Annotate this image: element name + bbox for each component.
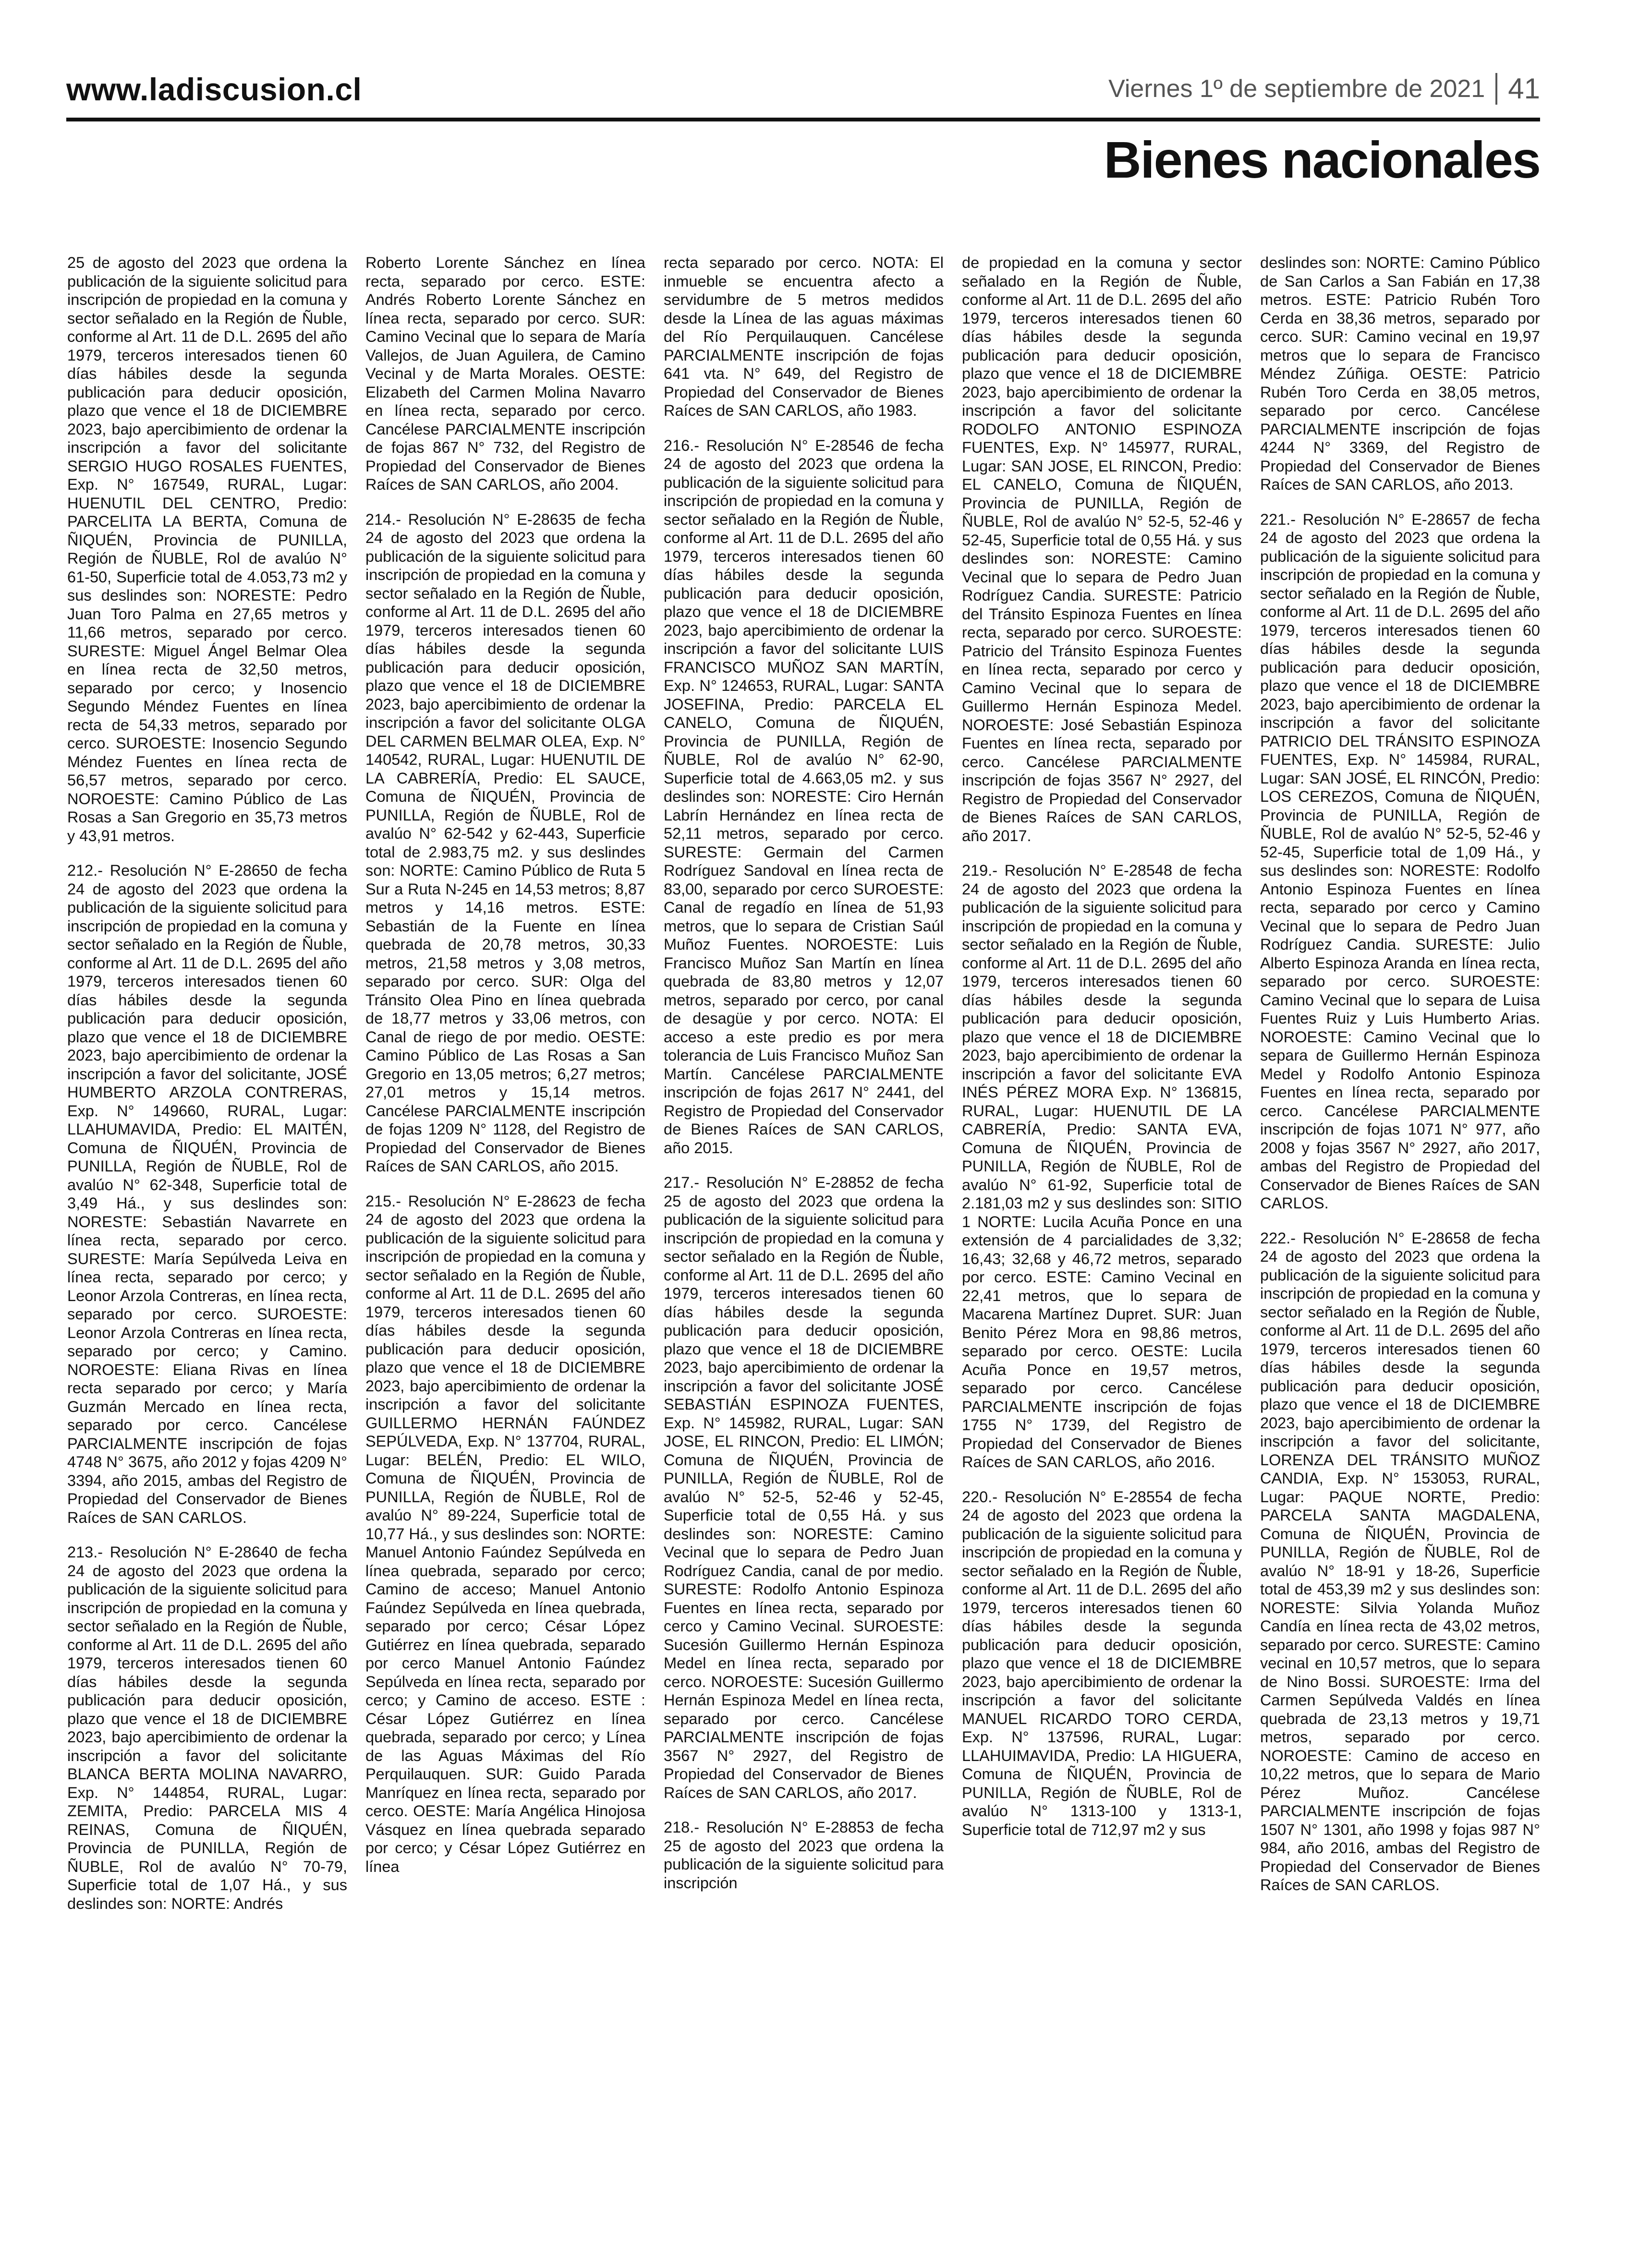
notice-paragraph: 215.- Resolución N° E-28623 de fecha 24 de agosto del 2023 que ordena la publicación de la siguiente solicitud para inscripción de propiedad en la comuna y sector señalado en la Región de Ñuble, conforme al Art. 11 de D.L. 2695 del año 1979, terceros interesados tienen 60 días hábiles desde la segunda publicación para deducir oposición, plazo que vence el 18 de DICIEMBRE 2023, bajo apercibimiento de ordenar la inscripción a favor del solicitante GUILLERMO HERNÁN FAÚNDEZ SEPÚLVEDA, Exp. N° 137704, RURAL, Lugar: BELÉN, Predio: EL WILO, Comuna de ÑIQUÉN, Provincia de PUNILLA, Región de ÑUBLE, Rol de avalúo N° 89-224, Superficie total de 10,77 Há., y sus deslindes son: NORTE: Manuel Antonio Faúndez Sepúlveda en línea quebrada, separado por cerco; Camino de acceso; Manuel Antonio Faúndez Sepúlveda en línea quebrada, separado por cerco; César López Gutiérrez en línea quebrada, separado por cerco Manuel Antonio Faúndez Sepúlveda en línea recta, separado por cerco; y Camino de acceso. ESTE : César López Gutiérrez en línea quebrada, separado por cerco; y Línea de las Aguas Máximas del Río Perquilauquen. SUR: Guido Parada Manríquez en línea recta, separado por cerco. OESTE: María Angélica Hinojosa Vásquez en línea quebrada separado por cerco; y César López Gutiérrez en línea <box>365 1192 645 1875</box>
notice-paragraph: recta separado por cerco. NOTA: El inmueble se encuentra afecto a servidumbre de 5 metros medidos desde la Línea de las aguas máximas del Río Perquilauquen. Cancélese PARCIALMENTE inscripción de fojas 641 vta. N° 649, del Registro de Propiedad del Conservador de Bienes Raíces de SAN CARLOS, año 1983. <box>664 254 944 419</box>
notice-paragraph: 221.- Resolución N° E-28657 de fecha 24 de agosto del 2023 que ordena la publicación de la siguiente solicitud para inscripción de propiedad en la comuna y sector señalado en la Región de Ñuble, conforme al Art. 11 de D.L. 2695 del año 1979, terceros interesados tienen 60 días hábiles desde la segunda publicación para deducir oposición, plazo que vence el 18 de DICIEMBRE 2023, bajo apercibimiento de ordenar la inscripción a favor del solicitante PATRICIO DEL TRÁNSITO ESPINOZA FUENTES, Exp. N° 145984, RURAL, Lugar: SAN JOSÉ, EL RINCÓN, Predio: LOS CEREZOS, Comuna de ÑIQUÉN, Provincia de PUNILLA, Región de ÑUBLE, Rol de avalúo N° 52-5, 52-46 y 52-45, Superficie total de 1,09 Há., y sus deslindes son: NORESTE: Rodolfo Antonio Espinoza Fuentes en línea recta, separado por cerco y Camino Vecinal que lo separa de Pedro Juan Rodríguez Candia. SURESTE: Julio Alberto Espinoza Aranda en línea recta, separado por cerco. SUROESTE: Camino Vecinal que lo separa de Luisa Fuentes Ruiz y Luis Humberto Arias. NOROESTE: Camino Vecinal que lo separa de Guillermo Hernán Espinoza Medel y Rodolfo Antonio Espinoza Fuentes en línea recta, separado por cerco. Cancélese PARCIALMENTE inscripción de fojas 1071 N° 977, año 2008 y fojas 3567 N° 2927, año 2017, ambas del Registro de Propiedad del Conservador de Bienes Raíces de SAN CARLOS. <box>1260 510 1540 1212</box>
notice-paragraph: Roberto Lorente Sánchez en línea recta, separado por cerco. ESTE: Andrés Roberto Lorente Sánchez en línea recta, separado por cerco. SUR: Camino Vecinal que lo separa de María Vallejos, de Juan Aguilera, de Camino Vecinal y de Marta Morales. OESTE: Elizabeth del Carmen Molina Navarro en línea recta, separado por cerco. Cancélese PARCIALMENTE inscripción de fojas 867 N° 732, del Registro de Propiedad del Conservador de Bienes Raíces de SAN CARLOS, año 2004. <box>365 254 645 493</box>
column-2 <box>365 253 645 2222</box>
header-rule <box>66 118 1540 121</box>
issue-date: Viernes 1º de septiembre de 2021 <box>1108 74 1485 103</box>
header-divider <box>1495 73 1497 105</box>
notice-paragraph: 218.- Resolución N° E-28853 de fecha 25 de agosto del 2023 que ordena la publicación de la siguiente solicitud para inscripción <box>664 1819 944 1892</box>
column-1 <box>67 253 347 2222</box>
site-url: www.ladiscusion.cl <box>66 72 362 107</box>
column-5 <box>1260 253 1540 2222</box>
notice-paragraph: 220.- Resolución N° E-28554 de fecha 24 de agosto del 2023 que ordena la publicación de la siguiente solicitud para inscripción de propiedad en la comuna y sector señalado en la Región de Ñuble, conforme al Art. 11 de D.L. 2695 del año 1979, terceros interesados tienen 60 días hábiles desde la segunda publicación para deducir oposición, plazo que vence el 18 de DICIEMBRE 2023, bajo apercibimiento de ordenar la inscripción a favor del solicitante MANUEL RICARDO TORO CERDA, Exp. N° 137596, RURAL, Lugar: LLAHUIMAVIDA, Predio: LA HIGUERA, Comuna de ÑIQUÉN, Provincia de PUNILLA, Región de ÑUBLE, Rol de avalúo N° 1313-100 y 1313-1, Superficie total de 712,97 m2 y sus <box>962 1488 1242 1838</box>
notice-paragraph: 213.- Resolución N° E-28640 de fecha 24 de agosto del 2023 que ordena la publicación de la siguiente solicitud para inscripción de propiedad en la comuna y sector señalado en la Región de Ñuble, conforme al Art. 11 de D.L. 2695 del año 1979, terceros interesados tienen 60 días hábiles desde la segunda publicación para deducir oposición, plazo que vence el 18 de DICIEMBRE 2023, bajo apercibimiento de ordenar la inscripción a favor del solicitante BLANCA BERTA MOLINA NAVARRO, Exp. N° 144854, RURAL, Lugar: ZEMITA, Predio: PARCELA MIS 4 REINAS, Comuna de ÑIQUÉN, Provincia de PUNILLA, Región de ÑUBLE, Rol de avalúo N° 70-79, Superficie total de 1,07 Há., y sus deslindes son: NORTE: Andrés <box>67 1544 347 1912</box>
notice-paragraph: 25 de agosto del 2023 que ordena la publicación de la siguiente solicitud para inscripción de propiedad en la comuna y sector señalado en la Región de Ñuble, conforme al Art. 11 de D.L. 2695 del año 1979, terceros interesados tienen 60 días hábiles desde la segunda publicación para deducir oposición, plazo que vence el 18 de DICIEMBRE 2023, bajo apercibimiento de ordenar la inscripción a favor del solicitante SERGIO HUGO ROSALES FUENTES, Exp. N° 167549, RURAL, Lugar: HUENUTIL DEL CENTRO, Predio: PARCELITA LA BERTA, Comuna de ÑIQUÉN, Provincia de PUNILLA, Región de ÑUBLE, Rol de avalúo N° 61-50, Superficie total de 4.053,73 m2 y sus deslindes son: NORESTE: Pedro Juan Toro Palma en 27,65 metros y 11,66 metros, separado por cerco. SURESTE: Miguel Ángel Belmar Olea en línea recta de 32,50 metros, separado por cerco; y Inosencio Segundo Méndez Fuentes en línea recta de 54,33 metros, separado por cerco. SUROESTE: Inosencio Segundo Méndez Fuentes en línea recta de 56,57 metros, separado por cerco. NOROESTE: Camino Público de Las Rosas a San Gregorio en 35,73 metros y 43,91 metros. <box>67 254 347 844</box>
page-header-info <box>1108 72 1540 105</box>
notice-paragraph: de propiedad en la comuna y sector señalado en la Región de Ñuble, conforme al Art. 11 de D.L. 2695 del año 1979, terceros interesados tienen 60 días hábiles desde la segunda publicación para deducir oposición, plazo que vence el 18 de DICIEMBRE 2023, bajo apercibimiento de ordenar la inscripción a favor del solicitante RODOLFO ANTONIO ESPINOZA FUENTES, Exp. N° 145977, RURAL, Lugar: SAN JOSE, EL RINCON, Predio: EL CANELO, Comuna de ÑIQUÉN, Provincia de PUNILLA, Región de ÑUBLE, Rol de avalúo N° 52-5, 52-46 y 52-45, Superficie total de 0,55 Há. y sus deslindes son: NORESTE: Camino Vecinal que lo separa de Pedro Juan Rodríguez Candia. SURESTE: Patricio del Tránsito Espinoza Fuentes en línea recta, separado por cerco. SUROESTE: Patricio del Tránsito Espinoza Fuentes en línea recta, separado por cerco y Camino Vecinal que lo separa de Guillermo Hernán Espinoza Medel. NOROESTE: José Sebastián Espinoza Fuentes en línea recta, separado por cerco. Cancélese PARCIALMENTE inscripción de fojas 3567 N° 2927, del Registro de Propiedad del Conservador de Bienes Raíces de SAN CARLOS, año 2017. <box>962 254 1242 844</box>
notice-columns <box>67 253 1540 2222</box>
column-4 <box>962 253 1242 2222</box>
notice-paragraph: 222.- Resolución N° E-28658 de fecha 24 de agosto del 2023 que ordena la publicación de la siguiente solicitud para inscripción de propiedad en la comuna y sector señalado en la Región de Ñuble, conforme al Art. 11 de D.L. 2695 del año 1979, terceros interesados tienen 60 días hábiles desde la segunda publicación para deducir oposición, plazo que vence el 18 de DICIEMBRE 2023, bajo apercibimiento de ordenar la inscripción a favor del solicitante, LORENZA DEL TRÁNSITO MUÑOZ CANDIA, Exp. N° 153053, RURAL, Lugar: PAQUE NORTE, Predio: PARCELA SANTA MAGDALENA, Comuna de ÑIQUÉN, Provincia de PUNILLA, Región de ÑUBLE, Rol de avalúo N° 18-91 y 18-26, Superficie total de 453,39 m2 y sus deslindes son: NORESTE: Silvia Yolanda Muñoz Candía en línea recta de 43,02 metros, separado por cerco. SURESTE: Camino vecinal en 10,57 metros, que lo separa de Nino Bossi. SUROESTE: Irma del Carmen Sepúlveda Valdés en línea quebrada de 23,13 metros y 19,71 metros, separado por cerco. NOROESTE: Camino de acceso en 10,22 metros, que lo separa de Mario Pérez Muñoz. Cancélese PARCIALMENTE inscripción de fojas 1507 N° 1301, año 1998 y fojas 987 N° 984, año 2016, ambas del Registro de Propiedad del Conservador de Bienes Raíces de SAN CARLOS. <box>1260 1229 1540 1894</box>
notice-paragraph: 212.- Resolución N° E-28650 de fecha 24 de agosto del 2023 que ordena la publicación de la siguiente solicitud para inscripción de propiedad en la comuna y sector señalado en la Región de Ñuble, conforme al Art. 11 de D.L. 2695 del año 1979, terceros interesados tienen 60 días hábiles desde la segunda publicación para deducir oposición, plazo que vence el 18 de DICIEMBRE 2023, bajo apercibimiento de ordenar la inscripción a favor del solicitante, JOSÉ HUMBERTO ARZOLA CONTRERAS, Exp. N° 149660, RURAL, Lugar: LLAHUMAVIDA, Predio: EL MAITÉN, Comuna de ÑIQUÉN, Provincia de PUNILLA, Región de ÑUBLE, Rol de avalúo N° 62-348, Superficie total de 3,49 Há., y sus deslindes son: NORESTE: Sebastián Navarrete en línea recta, separado por cerco. SURESTE: María Sepúlveda Leiva en línea recta, separado por cerco; y Leonor Arzola Contreras, en línea recta, separado por cerco. SUROESTE: Leonor Arzola Contreras en línea recta, separado por cerco; y Camino. NOROESTE: Eliana Rivas en línea recta separado por cerco; y María Guzmán Mercado en línea recta, separado por cerco. Cancélese PARCIALMENTE inscripción de fojas 4748 N° 3675, año 2012 y fojas 4209 N° 3394, año 2015, ambas del Registro de Propiedad del Conservador de Bienes Raíces de SAN CARLOS. <box>67 862 347 1526</box>
column-3 <box>664 253 944 2222</box>
notice-paragraph: 219.- Resolución N° E-28548 de fecha 24 de agosto del 2023 que ordena la publicación de la siguiente solicitud para inscripción de propiedad en la comuna y sector señalado en la Región de Ñuble, conforme al Art. 11 de D.L. 2695 del año 1979, terceros interesados tienen 60 días hábiles desde la segunda publicación para deducir oposición, plazo que vence el 18 de DICIEMBRE 2023, bajo apercibimiento de ordenar la inscripción a favor del solicitante EVA INÉS PÉREZ MORA Exp. N° 136815, RURAL, Lugar: HUENUTIL DE LA CABRERÍA, Predio: SANTA EVA, Comuna de ÑIQUÉN, Provincia de PUNILLA, Región de ÑUBLE, Rol de avalúo N° 61-92, Superficie total de 2.181,03 m2 y sus deslindes son: SITIO 1 NORTE: Lucila Acuña Ponce en una extensión de 4 parcialidades de 3,32; 16,43; 32,68 y 46,72 metros, separado por cerco. ESTE: Camino Vecinal en 22,41 metros, que lo separa de Macarena Martínez Dupret. SUR: Juan Benito Pérez Mora en 98,86 metros, separado por cerco. OESTE: Lucila Acuña Ponce en 19,57 metros, separado por cerco. Cancélese PARCIALMENTE inscripción de fojas 1755 N° 1739, del Registro de Propiedad del Conservador de Bienes Raíces de SAN CARLOS, año 2016. <box>962 862 1242 1471</box>
notice-paragraph: deslindes son: NORTE: Camino Público de San Carlos a San Fabián en 17,38 metros. ESTE: Patricio Rubén Toro Cerda en 38,36 metros, separado por cerco. SUR: Camino vecinal en 19,97 metros que lo separa de Francisco Méndez Zúñiga. OESTE: Patricio Rubén Toro Cerda en 38,05 metros, separado por cerco. Cancélese PARCIALMENTE inscripción de fojas 4244 N° 3369, del Registro de Propiedad del Conservador de Bienes Raíces de SAN CARLOS, año 2013. <box>1260 254 1540 493</box>
notice-paragraph: 217.- Resolución N° E-28852 de fecha 25 de agosto del 2023 que ordena la publicación de la siguiente solicitud para inscripción de propiedad en la comuna y sector señalado en la Región de Ñuble, conforme al Art. 11 de D.L. 2695 del año 1979, terceros interesados tienen 60 días hábiles desde la segunda publicación para deducir oposición, plazo que vence el 18 de DICIEMBRE 2023, bajo apercibimiento de ordenar la inscripción a favor del solicitante JOSÉ SEBASTIÁN ESPINOZA FUENTES, Exp. N° 145982, RURAL, Lugar: SAN JOSE, EL RINCON, Predio: EL LIMÓN; Comuna de ÑIQUÉN, Provincia de PUNILLA, Región de ÑUBLE, Rol de avalúo N° 52-5, 52-46 y 52-45, Superficie total de 0,55 Há. y sus deslindes son: NORESTE: Camino Vecinal que lo separa de Pedro Juan Rodríguez Candia, canal de por medio. SURESTE: Rodolfo Antonio Espinoza Fuentes en línea recta, separado por cerco y Camino Vecinal. SUROESTE: Sucesión Guillermo Hernán Espinoza Medel en línea recta, separado por cerco. NOROESTE: Sucesión Guillermo Hernán Espinoza Medel en línea recta, separado por cerco. Cancélese PARCIALMENTE inscripción de fojas 3567 N° 2927, del Registro de Propiedad del Conservador de Bienes Raíces de SAN CARLOS, año 2017. <box>664 1174 944 1801</box>
section-title: Bienes nacionales <box>1104 131 1540 189</box>
notice-paragraph: 216.- Resolución N° E-28546 de fecha 24 de agosto del 2023 que ordena la publicación de la siguiente solicitud para inscripción de propiedad en la comuna y sector señalado en la Región de Ñuble, conforme al Art. 11 de D.L. 2695 del año 1979, terceros interesados tienen 60 días hábiles desde la segunda publicación para deducir oposición, plazo que vence el 18 de DICIEMBRE 2023, bajo apercibimiento de ordenar la inscripción a favor del solicitante LUIS FRANCISCO MUÑOZ SAN MARTÍN, Exp. N° 124653, RURAL, Lugar: SANTA JOSEFINA, Predio: PARCELA EL CANELO, Comuna de ÑIQUÉN, Provincia de PUNILLA, Región de ÑUBLE, Rol de avalúo N° 62-90, Superficie total de 4.663,05 m2. y sus deslindes son: NORESTE: Ciro Hernán Labrín Hernández en línea recta de 52,11 metros, separado por cerco. SURESTE: Germain del Carmen Rodríguez Sandoval en línea recta de 83,00, separado por cerco SUROESTE: Canal de regadío en línea de 51,93 metros, que lo separa de Cristian Saúl Muñoz Fuentes. NOROESTE: Luis Francisco Muñoz San Martín en línea quebrada de 83,80 metros y 12,07 metros, separado por cerco, por canal de desagüe y por cerco. NOTA: El acceso a este predio es por mera tolerancia de Luis Francisco Muñoz San Martín. Cancélese PARCIALMENTE inscripción de fojas 2617 N° 2441, del Registro de Propiedad del Conservador de Bienes Raíces de SAN CARLOS, año 2015. <box>664 436 944 1157</box>
page-number: 41 <box>1508 72 1540 105</box>
notice-paragraph: 214.- Resolución N° E-28635 de fecha 24 de agosto del 2023 que ordena la publicación de la siguiente solicitud para inscripción de propiedad en la comuna y sector señalado en la Región de Ñuble, conforme al Art. 11 de D.L. 2695 del año 1979, terceros interesados tienen 60 días hábiles desde la segunda publicación para deducir oposición, plazo que vence el 18 de DICIEMBRE 2023, bajo apercibimiento de ordenar la inscripción a favor del solicitante OLGA DEL CARMEN BELMAR OLEA, Exp. N° 140542, RURAL, Lugar: HUENUTIL DE LA CABRERÍA, Predio: EL SAUCE, Comuna de ÑIQUÉN, Provincia de PUNILLA, Región de ÑUBLE, Rol de avalúo N° 62-542 y 62-443, Superficie total de 2.983,75 m2. y sus deslindes son: NORTE: Camino Público de Ruta 5 Sur a Ruta N-245 en 14,53 metros; 8,87 metros y 14,16 metros. ESTE: Sebastián de la Fuente en línea quebrada de 20,78 metros, 30,33 metros, 21,58 metros y 3,08 metros, separado por cerco. SUR: Olga del Tránsito Olea Pino en línea quebrada de 18,77 metros y 33,06 metros, con Canal de riego de por medio. OESTE: Camino Público de Las Rosas a San Gregorio en 13,05 metros; 6,27 metros; 27,01 metros y 15,14 metros. Cancélese PARCIALMENTE inscripción de fojas 1209 N° 1128, del Registro de Propiedad del Conservador de Bienes Raíces de SAN CARLOS, año 2015. <box>365 510 645 1175</box>
